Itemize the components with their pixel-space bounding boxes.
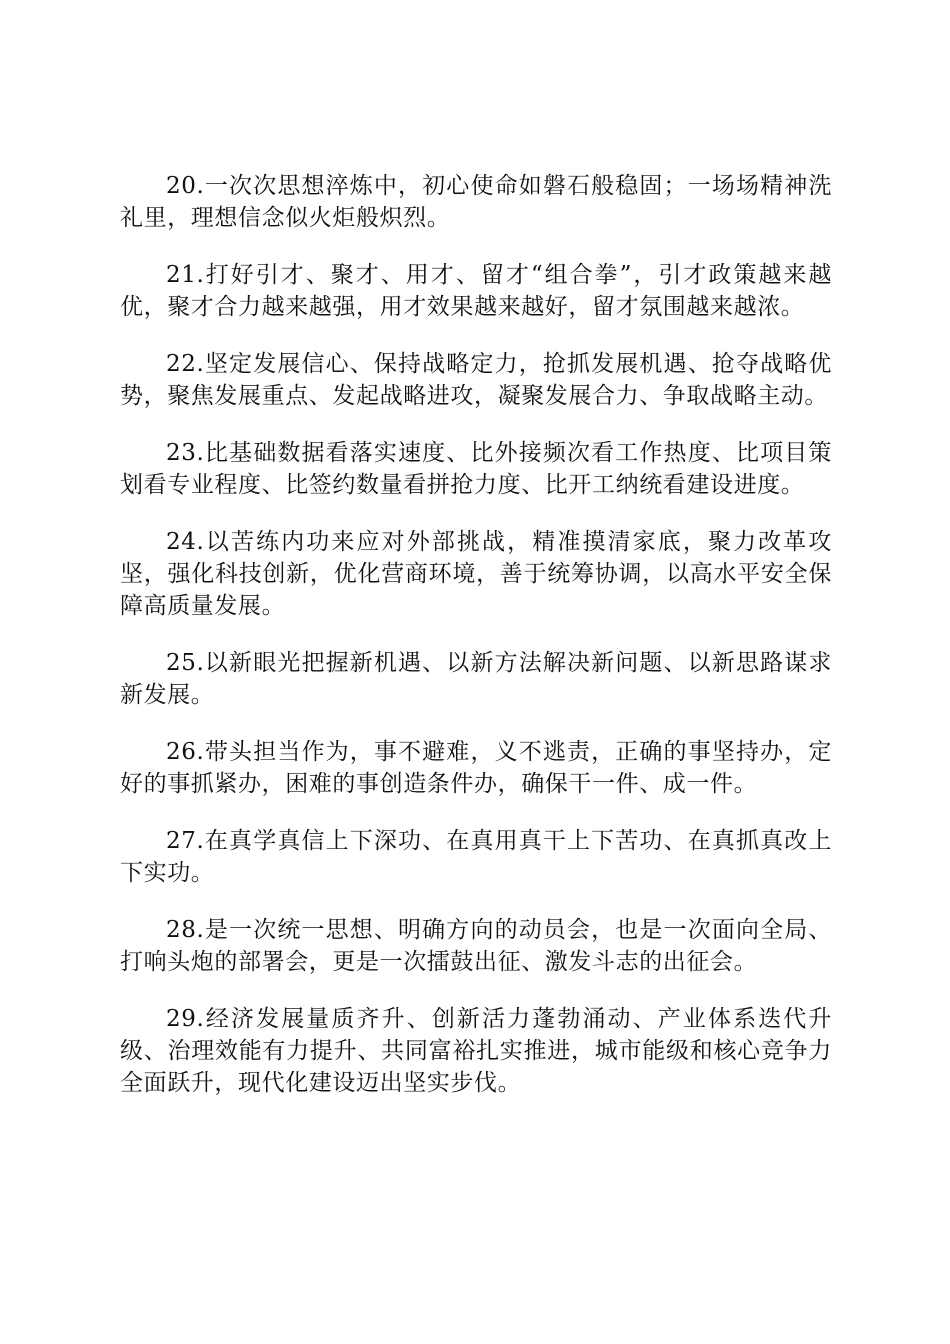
paragraph-28: 28.是一次统一思想、明确方向的动员会，也是一次面向全局、打响头炮的部署会，更是一次擂鼓出征、激发斗志的出征会。 [120, 917, 832, 975]
paragraph-20: 20.一次次思想淬炼中，初心使命如磐石般稳固；一场场精神洗礼里，理想信念似火炬般炽烈。 [120, 173, 832, 231]
paragraph-24: 24.以苦练内功来应对外部挑战，精准摸清家底，聚力改革攻坚，强化科技创新，优化营商环境，善于统筹协调，以高水平安全保障高质量发展。 [120, 529, 832, 619]
paragraph-22: 22.坚定发展信心、保持战略定力，抢抓发展机遇、抢夺战略优势，聚焦发展重点、发起战略进攻，凝聚发展合力、争取战略主动。 [120, 351, 832, 409]
document-body [120, 170, 832, 1124]
paragraph-26: 26.带头担当作为，事不避难，义不逃责，正确的事坚持办，定好的事抓紧办，困难的事创造条件办，确保干一件、成一件。 [120, 739, 832, 797]
paragraph-27: 27.在真学真信上下深功、在真用真干上下苦功、在真抓真改上下实功。 [120, 828, 832, 886]
paragraph-21: 21.打好引才、聚才、用才、留才“组合拳”，引才政策越来越优，聚才合力越来越强，用才效果越来越好，留才氛围越来越浓。 [120, 262, 832, 320]
paragraph-25: 25.以新眼光把握新机遇、以新方法解决新问题、以新思路谋求新发展。 [120, 650, 832, 708]
paragraph-23: 23.比基础数据看落实速度、比外接频次看工作热度、比项目策划看专业程度、比签约数量看拼抢力度、比开工纳统看建设进度。 [120, 440, 832, 498]
paragraph-29: 29.经济发展量质齐升、创新活力蓬勃涌动、产业体系迭代升级、治理效能有力提升、共同富裕扎实推进，城市能级和核心竞争力全面跃升，现代化建设迈出坚实步伐。 [120, 1006, 832, 1096]
